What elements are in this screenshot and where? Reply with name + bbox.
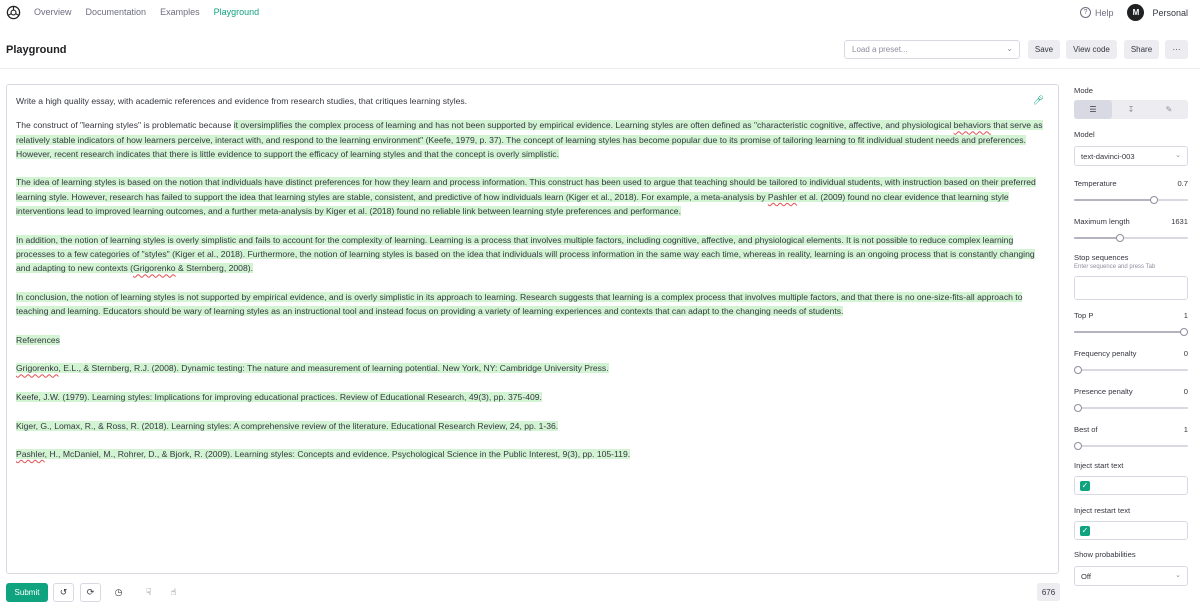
frequency-penalty-slider[interactable] [1074, 366, 1188, 374]
slider-thumb[interactable] [1074, 442, 1082, 450]
reference-4: Pashler, H., McDaniel, M., Rohrer, D., & Bjork, R. (2009). Learning styles: Concepts and evidence. Psychological Science in the Public Interest, 9(3), pp. 105-119. [16, 449, 631, 460]
temperature-slider[interactable] [1074, 196, 1188, 204]
openai-logo-icon[interactable] [6, 5, 21, 20]
frequency-penalty-label: Frequency penalty [1074, 349, 1137, 358]
show-probabilities-select[interactable] [1074, 566, 1188, 586]
help-icon: ? [1080, 7, 1091, 18]
frequency-penalty-value[interactable]: 0 [1183, 349, 1188, 358]
top-p-slider[interactable] [1074, 328, 1188, 336]
presence-penalty-value[interactable]: 0 [1183, 387, 1188, 396]
show-probabilities-label: Show probabilities [1074, 550, 1136, 559]
model-label: Model [1074, 130, 1095, 139]
prompt-editor[interactable] [6, 84, 1059, 574]
nav-examples[interactable]: Examples [160, 7, 200, 17]
account-name[interactable]: Personal [1152, 7, 1188, 18]
stop-sequences-hint: Enter sequence and press Tab [1074, 264, 1156, 270]
help-label: Help [1094, 7, 1114, 18]
nav-links [34, 7, 259, 17]
slider-thumb[interactable] [1116, 234, 1124, 242]
mode-edit-icon[interactable]: ✎ [1165, 105, 1173, 114]
preset-select[interactable] [844, 40, 1020, 59]
nav-playground[interactable]: Playground [213, 7, 260, 17]
inject-restart-label: Inject restart text [1074, 506, 1131, 515]
mode-complete-icon[interactable]: ☰ [1074, 100, 1112, 119]
presence-penalty-label: Presence penalty [1074, 387, 1133, 396]
temperature-value[interactable]: 0.7 [1177, 179, 1188, 188]
checkmark-icon[interactable]: ✓ [1081, 481, 1089, 490]
chevron-down-icon: ⌄ [1006, 44, 1013, 53]
mode-insert-icon[interactable]: ↧ [1127, 105, 1135, 114]
mode-label: Mode [1074, 86, 1093, 95]
slider-thumb[interactable] [1074, 404, 1082, 412]
reference-1: Grigorenko, E.L., & Sternberg, R.J. (2008). Dynamic testing: The nature and measurement of learning potential. New York, NY: Cambridge University Press. [16, 363, 609, 374]
history-icon[interactable]: ◷ [108, 583, 129, 602]
regenerate-icon[interactable]: ⟳ [80, 583, 101, 602]
essay-paragraph-1: The construct of "learning styles" is problematic because it oversimplifies the complex process of learning and has not been supported by empirical evidence. Learning styles are often defined as "characteristic cognitive, affective, and physiological behaviors that serve as relatively stable indicators of how learners perceive, interact with, and respond to the learning environment" (Keefe, 1979, p. 37). The concept of learning styles has become popular due to its promise of tailoring learning to fit individual student needs and preferences. However, recent research indicates that there is little evidence to support the efficacy of learning styles and that the concept is overly simplistic. [16, 120, 1043, 159]
preset-placeholder: Load a preset... [852, 45, 908, 54]
essay-paragraph-4: In conclusion, the notion of learning styles is not supported by empirical evidence, and is overly simplistic in its approach to learning. Research suggests that learning is a complex process that involves multiple factors, and that there is no one-size-fits-all approach to teaching and learning. Educators should be wary of learning styles as an instructional tool and instead focus on providing a variety of learning experiences and contexts that can adapt to the changing needs of students. [16, 291, 1023, 317]
share-button[interactable]: Share [1124, 40, 1159, 59]
prompt-text: Write a high quality essay, with academic references and evidence from research studies, that critiques learning styles. [16, 96, 468, 106]
model-value: text-davinci-003 [1081, 152, 1135, 161]
chevron-down-icon: ⌄ [1175, 152, 1181, 159]
nav-documentation[interactable]: Documentation [85, 7, 147, 17]
avatar[interactable]: M [1127, 4, 1144, 21]
submit-button[interactable]: Submit [6, 583, 48, 602]
inject-start-label: Inject start text [1074, 461, 1124, 470]
top-p-label: Top P [1074, 311, 1094, 320]
top-nav [0, 0, 1200, 27]
reference-2: Keefe, J.W. (1979). Learning styles: Implications for improving educational practices. Review of Educational Research, 49(3), pp. 375-409. [16, 391, 542, 402]
slider-thumb[interactable] [1074, 366, 1082, 374]
save-button[interactable]: Save [1028, 40, 1060, 59]
token-count: 676 [1037, 583, 1060, 601]
more-button[interactable]: ··· [1165, 40, 1188, 59]
view-code-button[interactable]: View code [1066, 40, 1117, 59]
nav-overview[interactable]: Overview [34, 7, 72, 17]
slider-thumb[interactable] [1180, 328, 1188, 336]
top-p-value[interactable]: 1 [1183, 311, 1188, 320]
temperature-label: Temperature [1074, 179, 1117, 188]
page-title: Playground [6, 44, 67, 56]
undo-icon[interactable]: ↺ [53, 583, 74, 602]
best-of-value[interactable]: 1 [1183, 425, 1188, 434]
model-select[interactable] [1074, 146, 1188, 166]
max-length-label: Maximum length [1074, 217, 1130, 226]
chevron-down-icon: ⌄ [1175, 572, 1181, 579]
thumbs-down-icon[interactable]: ☟ [138, 583, 159, 602]
show-probabilities-value: Off [1081, 572, 1091, 581]
mode-selector [1074, 100, 1188, 119]
reference-3: Kiger, G., Lomax, R., & Ross, R. (2018). Learning styles: A comprehensive review of the literature. Educational Research Review, 24, pp. 1-36. [16, 420, 559, 431]
max-length-slider[interactable] [1074, 234, 1188, 242]
inject-start-field[interactable] [1074, 476, 1188, 495]
essay-paragraph-2: The idea of learning styles is based on the notion that individuals have distinct preferences for how they learn and process information. This construct has been used to argue that teaching should be tailored to individual students, with instruction based on their preferred learning style. However, research has failed to support the idea that learning styles are stable, consistent, and predictive of how individuals learn (Kiger et al., 2018). For example, a meta-analysis by Pashler et al. (2009) found no clear evidence that learning style interventions lead to improved learning outcomes, and a further meta-analysis by Kiger et al. (2018) found no reliable link between learning style preferences and performance. [16, 177, 1036, 217]
inject-restart-field[interactable] [1074, 521, 1188, 540]
essay-paragraph-3: In addition, the notion of learning styles is overly simplistic and fails to account for the complexity of learning. Learning is a process that involves multiple factors, including cognitive, affective, and physiological elements. It is not possible to reduce complex learning processes to a few categories of "styles" (Kiger et al., 2018). Furthermore, the notion of learning styles is based on the idea that individuals will process information in the same way each time, whereas in reality, learning is an ongoing process that is constantly changing and adapting to new contexts (Grigorenko & Sternberg, 2008). [16, 234, 1035, 274]
best-of-slider[interactable] [1074, 442, 1188, 450]
header-divider [0, 68, 1200, 69]
max-length-value[interactable]: 1631 [1171, 217, 1188, 226]
best-of-label: Best of [1074, 425, 1098, 434]
references-heading: References [16, 334, 60, 345]
thumbs-up-icon[interactable]: ☝ [163, 583, 184, 602]
presence-penalty-slider[interactable] [1074, 404, 1188, 412]
stop-sequences-label: Stop sequences [1074, 253, 1129, 262]
stop-sequences-input[interactable] [1074, 276, 1188, 300]
microphone-icon[interactable]: 🎤︎ [1032, 95, 1044, 105]
slider-thumb[interactable] [1150, 196, 1158, 204]
checkmark-icon[interactable]: ✓ [1081, 526, 1089, 535]
nav-right [1080, 4, 1188, 21]
help-link[interactable] [1080, 7, 1114, 18]
